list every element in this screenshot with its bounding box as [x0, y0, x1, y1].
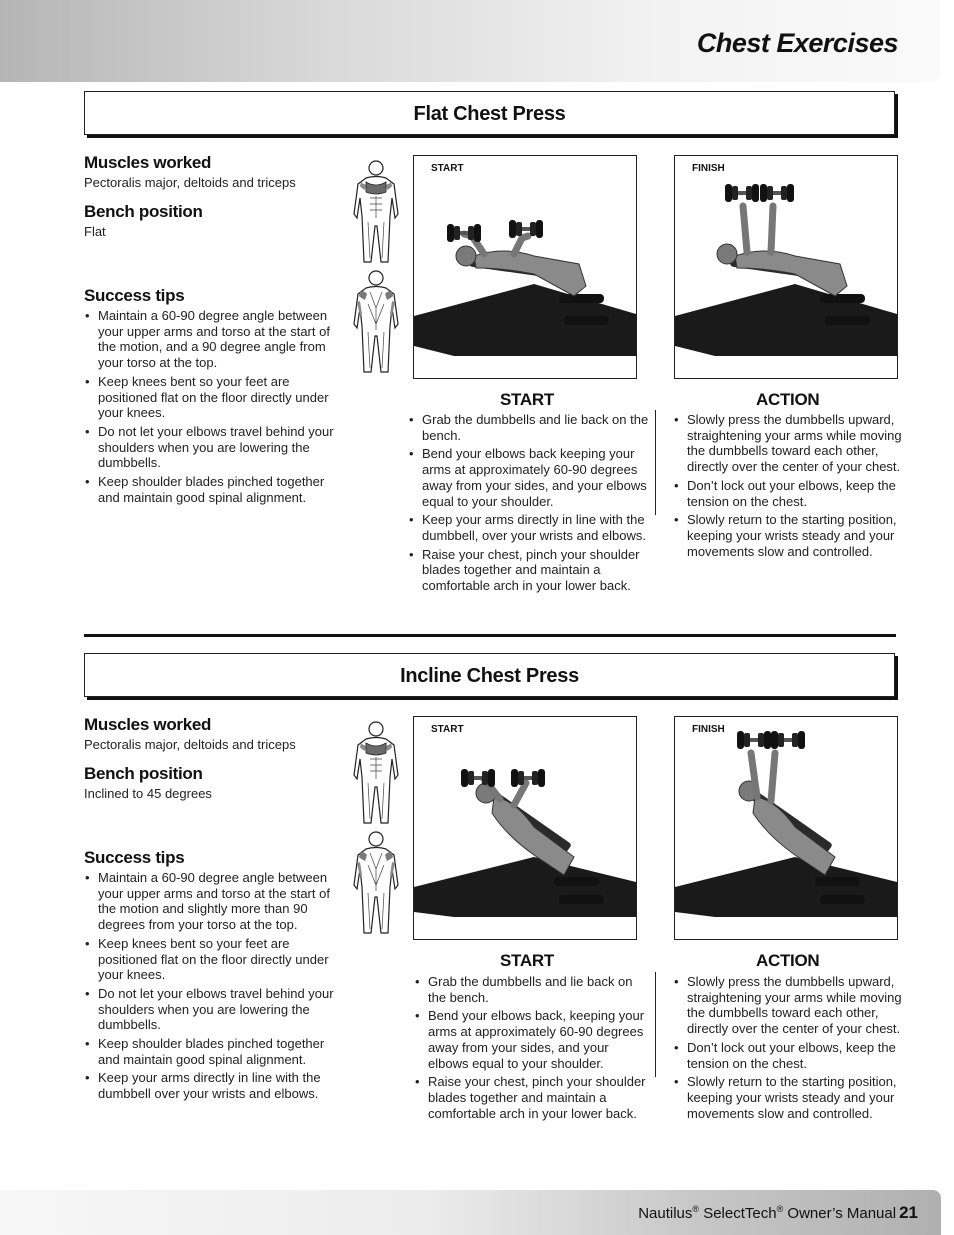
bench-position-label: Bench position [84, 202, 203, 221]
section-title-box [84, 91, 895, 135]
action-steps-list [673, 974, 913, 1124]
registered-mark: ® [692, 1204, 700, 1214]
incline-press-finish-illustration [675, 717, 897, 939]
flat-press-finish-illustration [675, 156, 897, 378]
success-tips-label: Success tips [84, 286, 185, 305]
list-item: • Raise your chest, pinch your shoulder blades together and maintain a comfortable arch in your lower back. [428, 1074, 648, 1121]
list-item: • Slowly return to the starting position, keeping your wrists steady and your movements slow and controlled. [687, 512, 913, 559]
photo-finish [674, 716, 898, 940]
photo-label: FINISH [692, 163, 725, 174]
muscle-diagram-back-icon [348, 829, 404, 937]
list-item: • Raise your chest, pinch your shoulder blades together and maintain a comfortable arch in your lower back. [422, 547, 660, 594]
list-item: • Grab the dumbbells and lie back on the bench. [422, 412, 660, 443]
footer-brand: Nautilus [638, 1205, 693, 1222]
column-divider [655, 410, 656, 515]
photo-label: START [431, 724, 464, 735]
list-item: • Bend your elbows back, keeping your arms at approximately 60-90 degrees away from your sides, and your elbows equal to your shoulder. [428, 1008, 648, 1071]
list-item: • Do not let your elbows travel behind your shoulders when you are lowering the dumbbells. [98, 424, 340, 471]
muscle-diagram-back-icon [348, 268, 404, 376]
section-title: Incline Chest Press [400, 665, 579, 687]
muscles-worked-label: Muscles worked [84, 715, 212, 734]
bench-position-text: Flat [84, 224, 106, 239]
list-item: • Slowly press the dumbbells upward, straightening your arms while moving the dumbbells toward each other, directly over the center of your chest. [687, 412, 913, 475]
footer-suffix: Owner’s Manual [783, 1205, 897, 1222]
list-item: • Do not let your elbows travel behind your shoulders when you are lowering the dumbbells. [98, 986, 348, 1033]
list-item: • Keep shoulder blades pinched together and maintain good spinal alignment. [98, 474, 340, 505]
list-item: • Don’t lock out your elbows, keep the tension on the chest. [687, 1040, 913, 1071]
flat-press-start-illustration [414, 156, 636, 378]
start-steps-list [408, 412, 660, 597]
muscles-worked-text: Pectoralis major, deltoids and triceps [84, 175, 296, 190]
list-item: • Don’t lock out your elbows, keep the tension on the chest. [687, 478, 913, 509]
page-number: 21 [899, 1203, 918, 1222]
list-item: • Keep knees bent so your feet are positioned flat on the floor directly under your knees. [98, 374, 340, 421]
photo-label: FINISH [692, 724, 725, 735]
muscle-diagram-front-icon [348, 719, 404, 827]
action-steps-list [673, 412, 913, 562]
column-divider [655, 972, 656, 1077]
footer-text [638, 1203, 918, 1223]
photo-label: START [431, 163, 464, 174]
list-item: • Grab the dumbbells and lie back on the bench. [428, 974, 648, 1005]
list-item: • Maintain a 60-90 degree angle between your upper arms and torso at the start of the motion and slightly more than 90 degrees from your torso at the top. [98, 870, 348, 933]
section-title-box [84, 653, 895, 697]
start-heading: START [500, 390, 554, 409]
start-steps-list [414, 974, 648, 1124]
success-tips-list [84, 308, 340, 508]
photo-start [413, 716, 637, 940]
list-item: • Keep your arms directly in line with the dumbbell, over your wrists and elbows. [422, 512, 660, 543]
bench-position-text: Inclined to 45 degrees [84, 786, 212, 801]
list-item: • Keep shoulder blades pinched together and maintain good spinal alignment. [98, 1036, 348, 1067]
start-heading: START [500, 951, 554, 970]
page-title: Chest Exercises [696, 28, 898, 58]
success-tips-list [84, 870, 348, 1105]
section-title: Flat Chest Press [413, 103, 566, 125]
photo-finish [674, 155, 898, 379]
registered-mark: ® [776, 1204, 784, 1214]
list-item: • Slowly press the dumbbells upward, straightening your arms while moving the dumbbells toward each other, directly over the center of your chest. [687, 974, 913, 1037]
muscle-diagram-front-icon [348, 158, 404, 266]
footer-product: SelectTech [699, 1205, 777, 1222]
action-heading: ACTION [756, 390, 820, 409]
list-item: • Maintain a 60-90 degree angle between your upper arms and torso at the start of the motion, and a 90 degree angle from your torso at the top. [98, 308, 340, 371]
muscles-worked-label: Muscles worked [84, 153, 212, 172]
muscles-worked-text: Pectoralis major, deltoids and triceps [84, 737, 296, 752]
list-item: • Keep knees bent so your feet are positioned flat on the floor directly under your knees. [98, 936, 348, 983]
bench-position-label: Bench position [84, 764, 203, 783]
success-tips-label: Success tips [84, 848, 185, 867]
action-heading: ACTION [756, 951, 820, 970]
photo-start [413, 155, 637, 379]
list-item: • Bend your elbows back keeping your arms at approximately 60-90 degrees away from your sides, and your elbows equal to your shoulder. [422, 446, 660, 509]
incline-press-start-illustration [414, 717, 636, 939]
section-divider [84, 634, 896, 637]
list-item: • Slowly return to the starting position, keeping your wrists steady and your movements slow and controlled. [687, 1074, 913, 1121]
list-item: • Keep your arms directly in line with the dumbbell over your wrists and elbows. [98, 1070, 348, 1101]
